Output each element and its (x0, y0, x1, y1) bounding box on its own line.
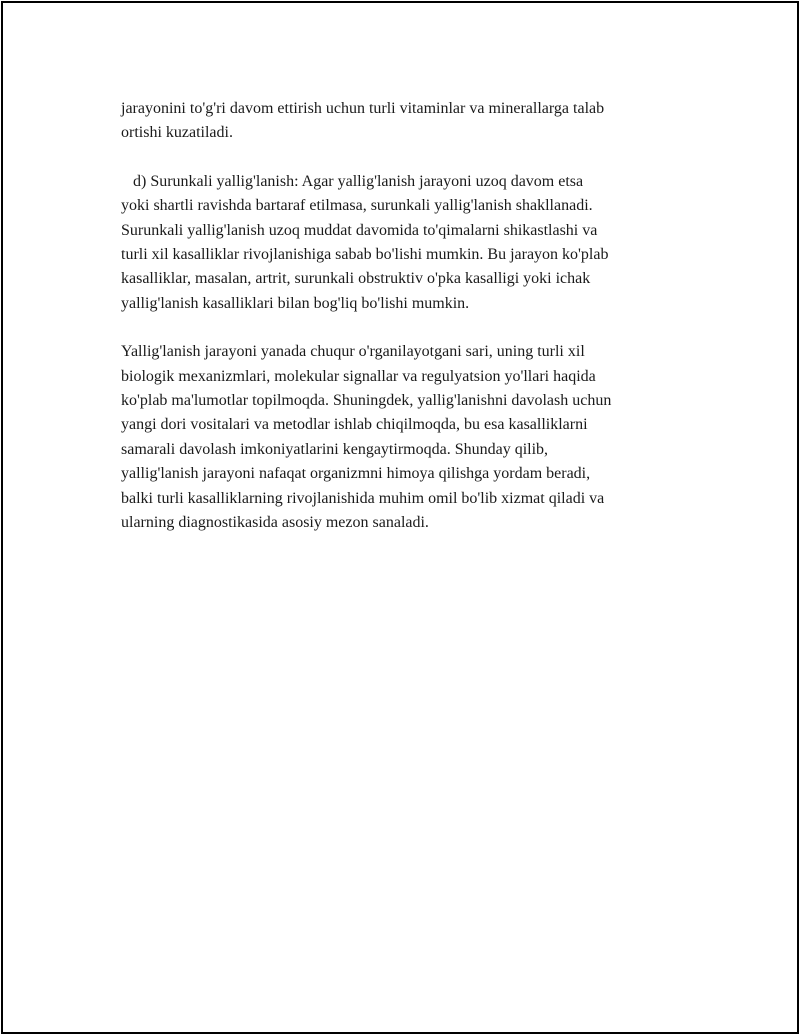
text-line: kasalliklar, masalan, artrit, surunkali obstruktiv o'pka kasalligi yoki ichak (121, 270, 591, 288)
text-line: samarali davolash imkoniyatlarini kengaytirmoqda. Shunday qilib, (121, 440, 549, 458)
paragraph-spacer (121, 146, 701, 170)
text-line: Surunkali yallig'lanish uzoq muddat davomida to'qimalarni shikastlashi va (121, 221, 598, 239)
paragraph-spacer (121, 316, 701, 340)
document-body (121, 97, 701, 536)
text-line: turli xil kasalliklar rivojlanishiga sabab bo'lishi mumkin. Bu jarayon ko'plab (121, 246, 609, 264)
text-line: ularning diagnostikasida asosiy mezon sanaladi. (121, 514, 429, 532)
text-line: yoki shartli ravishda bartaraf etilmasa, surunkali yallig'lanish shakllanadi. (121, 197, 593, 215)
text-line: jarayonini to'g'ri davom ettirish uchun turli vitaminlar va minerallarga talab (121, 100, 605, 117)
text-line: biologik mexanizmlari, molekular signallar va regulyatsion yo'llari haqida (121, 367, 596, 385)
page (1, 1, 799, 1034)
text-line: yallig'lanish kasalliklari bilan bog'liq bo'lishi mumkin. (121, 294, 470, 312)
text-line: yallig'lanish jarayoni nafaqat organizmni himoya qilishga yordam beradi, (121, 465, 591, 483)
paragraph-conclusion (121, 340, 701, 535)
text-line: Yallig'lanish jarayoni yanada chuqur o'rganilayotgani sari, uning turli xil (121, 343, 585, 361)
text-line: ko'plab ma'lumotlar topilmoqda. Shuningdek, yallig'lanishni davolash uchun (121, 392, 612, 410)
paragraph-vitamins (121, 97, 701, 146)
text-line: yangi dori vositalari va metodlar ishlab chiqilmoqda, bu esa kasalliklarni (121, 416, 588, 434)
text-line: balki turli kasalliklarning rivojlanishida muhim omil bo'lib xizmat qiladi va (121, 489, 605, 507)
paragraph-chronic-inflammation (121, 170, 701, 316)
text-line: ortishi kuzatiladi. (121, 124, 233, 142)
text-line: d) Surunkali yallig'lanish: Agar yallig'lanish jarayoni uzoq davom etsa (121, 172, 584, 190)
